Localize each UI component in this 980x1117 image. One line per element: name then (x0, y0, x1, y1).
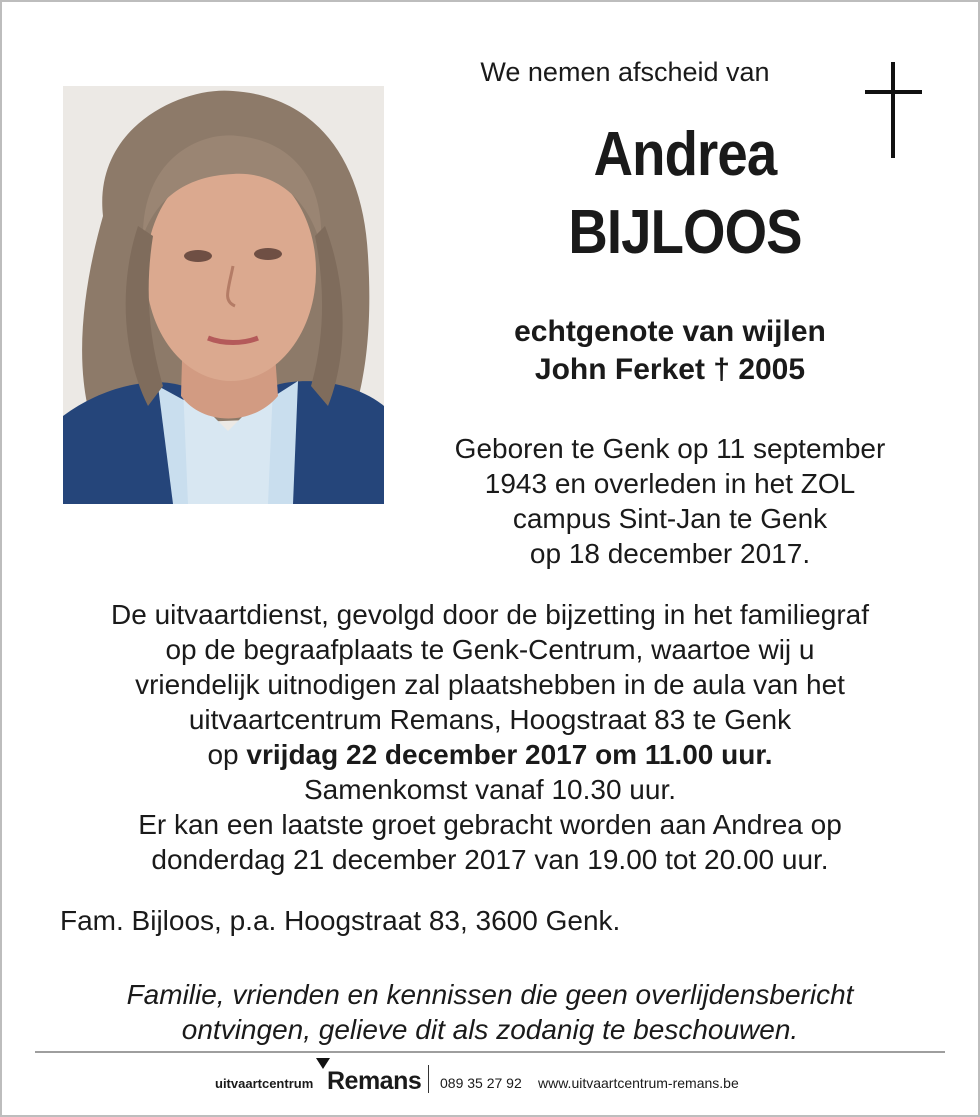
born-line: campus Sint-Jan te Genk (512, 503, 828, 534)
service-date: vrijdag 22 december 2017 om 11.00 uur. (246, 739, 773, 770)
notice-text (30, 977, 950, 1047)
footer (213, 1058, 773, 1098)
born-line: 1943 en overleden in het ZOL (484, 468, 856, 499)
family-address: Fam. Bijloos, p.a. Hoogstraat 83, 3600 Genk. (60, 905, 621, 936)
born-line: op 18 december 2017. (529, 538, 811, 569)
service-info (30, 597, 950, 877)
service-line: op de begraafplaats te Genk-Centrum, waartoe wij u (165, 634, 815, 665)
footer-website-link[interactable]: www.uitvaartcentrum-remans.be (538, 1075, 739, 1091)
service-date-line (30, 737, 950, 772)
portrait-photo (63, 86, 384, 504)
service-date-prefix: op (207, 739, 239, 770)
last-name: BIJLOOS (568, 198, 802, 267)
visit-line: donderdag 21 december 2017 van 19.00 tot 20.00 uur. (151, 844, 829, 875)
footer-phone: 089 35 27 92 (440, 1075, 522, 1091)
footer-divider (35, 1051, 945, 1053)
service-line: De uitvaartdienst, gevolgd door de bijzetting in het familiegraf (111, 599, 869, 630)
brand-small: uitvaartcentrum (215, 1076, 314, 1091)
notice-line: Familie, vrienden en kennissen die geen overlijdensbericht (126, 979, 854, 1010)
intro-text: We nemen afscheid van (480, 57, 770, 87)
footer-separator (428, 1065, 429, 1093)
brand-logo: Remans (327, 1067, 422, 1095)
gathering-line: Samenkomst vanaf 10.30 uur. (304, 774, 676, 805)
spouse-info (430, 313, 910, 389)
visit-line: Er kan een laatste groet gebracht worden aan Andrea op (138, 809, 842, 840)
notice-line: ontvingen, gelieve dit als zodanig te beschouwen. (181, 1014, 799, 1045)
portrait-image (63, 86, 384, 504)
service-line: vriendelijk uitnodigen zal plaatshebben in de aula van het (135, 669, 845, 700)
born-line: Geboren te Genk op 11 september (454, 433, 886, 464)
spouse-line: echtgenote van wijlen (514, 315, 826, 348)
spouse-line: John Ferket † 2005 (534, 353, 806, 386)
first-name: Andrea (593, 120, 777, 189)
birth-death-info (410, 431, 930, 571)
service-line: uitvaartcentrum Remans, Hoogstraat 83 te Genk (188, 704, 792, 735)
